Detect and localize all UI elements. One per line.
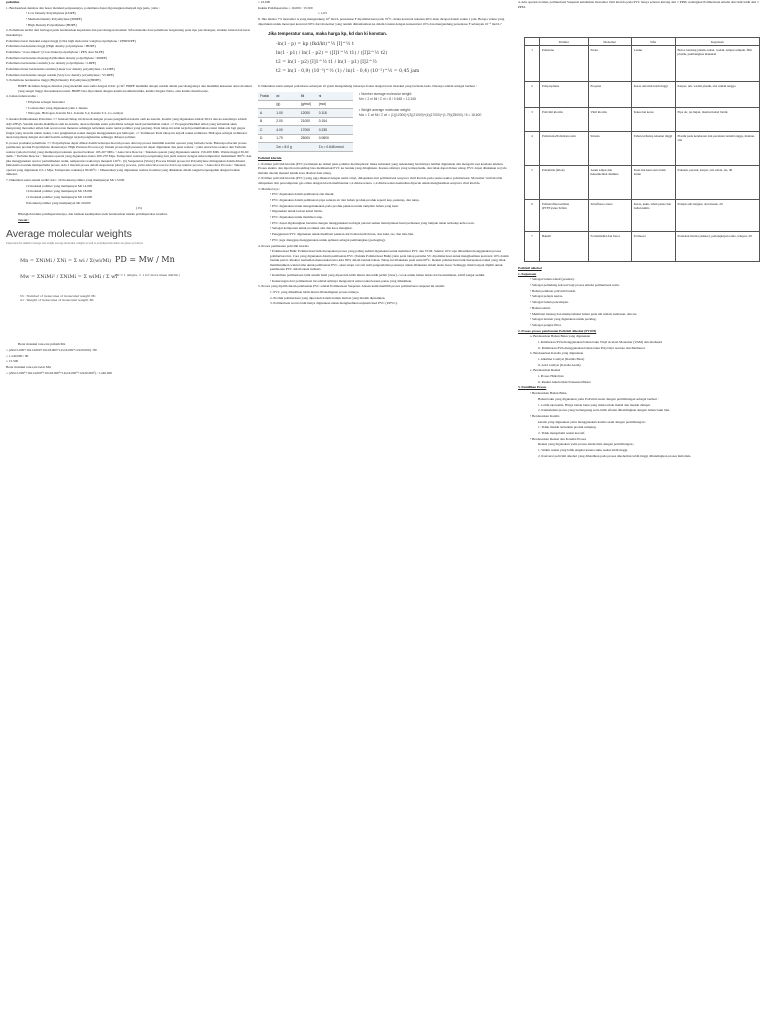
table-cell: 6 [525, 200, 540, 232]
table-cell: Plastik pada kendaraan dan peralatan rumah tangga, mainan, alat [675, 132, 759, 166]
table-cell: Tahan terhadap tekanan tinggi [631, 132, 675, 166]
paragraph: 2. Polietilena terdiri dari berbagai jenis berdasarkan kepadatan dan percabangan molekul. Sifat mekanis dari polietilena bergantung pada tipe percabangan, struktur kristal dan berat molekulnya. [6, 28, 251, 37]
list-heading: 3. Pemilihan Proses [518, 385, 547, 390]
intro-list [6, 6, 252, 116]
paragraph: 1. Polimer polivinil klorida (PVC) termasuk ke dalam jenis polimer thermoplastic maka substansi yang terkandung bersifatnya lembut digunakan dan mengalir saat keadaan lelehan. Proses elektro dan injection moulding bisa membentuk PVC ke bentuk yang diinginkan. Karena sifatnya yang termoplastik, dan tidak dapat didaur ulang. PVC dapat dilakukan recycle melalui daerah manual teknik kota disebut daur ulang. [258, 161, 507, 175]
paragraph: 6. proses produksi polietilena :>> Polyethylene dapat dibuat dalam beberapa macam proses dan tiap proses memiliki kondisi operasi yang berbeda beda. Beberapa macam proses pembuatan produk Polyethylene diantaranya: High Pressure Process (a): Dalam proses high pressure ini dapat digunakan dua jenis reaktor : yaitu Autoclave reaktor dan Turbular reaktor (selected tube) yang mempunyai tekanan operasi berkisar 103-207 MPa. • Autoclave Reactor : Tekanan operasi yang digunakan sekitar 150-200 MPa. Waktu tinggal 30-60 detik. • Turbular Reactor : Tekanan operasi yang digunakan antara 200-270 Mpa. Temperatur reaktornya tergantung dari jenis reaktor dengan suhu temperatur maksimum 300°C dan jika menggunakan reactor pertumbuhan resmi, temperatur reaktornya menjadi 120°C. (b) Suspension (Slurry) Process Dalam proses ini Polyethylene diringankan dalam diluent hidrokarbon untuk memperbaiki proses. Ada 3 macam proses dalam suspension (slurry) process, yaitu autoclave reactor dan loop reaktor process. • Autoclave Process : Tekanan operasi yang digunakan 0,5-1 Mpa. Temperatur reaksinya 80-90°C. : Dikenalkan yang digunakan reaktor Kontinu yang dilakukan dalam tangki berpengaduk dengan bentuk dimensi. [6, 140, 252, 177]
table-cell: 4.00 [274, 126, 299, 135]
table-row [258, 92, 353, 100]
list-item: 2. Kemudahan proses yang berlangsung serta lebih efisien dibandingkan dengan bahan baku lain. [538, 408, 671, 413]
list-item: 2. Tidak mengalami reaksi korosif. [538, 430, 586, 435]
list-item: • Comonomer yang digunakan yaitu 1-butene [26, 105, 88, 110]
table-cell: Pakaian, parasut, karpet, tali, tenda, tas, dll [675, 166, 759, 200]
list-item: • Kekurangan dari polimerisasi ini adalah sulitnya mengontrol suhu reaksi karena panas yang dihasilkan. [270, 278, 413, 283]
answer-label: Jawab : [18, 217, 30, 222]
list-item: • PVC digunakan untuk membuat atap. [270, 215, 323, 220]
table-cell: Mi [299, 92, 317, 100]
table-cell: (g/mol) [299, 100, 317, 109]
table-cell: 12000 [299, 109, 317, 118]
table-row [258, 117, 353, 126]
list-item: b. Berdasarkan Katalis yang digunakan [530, 351, 584, 356]
table-row [258, 100, 353, 109]
average-molecular-weight-figure [6, 228, 252, 338]
table-cell: Polietena [540, 46, 589, 82]
table-cell: 0.235 [317, 126, 353, 135]
section-heading: Polivinil alkohol [518, 266, 542, 270]
list-item: Polietilena "cross-linked" (Cross linked polyethylene / PEX atau XLPE) [6, 50, 105, 54]
table-cell: 1.79 [274, 134, 299, 143]
list-item: • Ethylene sebagai monomer [26, 100, 65, 104]
formula-pd-note: PD = 1 (single, > 1 for more mass distrib.) [115, 273, 181, 278]
column-right [518, 0, 762, 459]
table-cell [258, 143, 274, 152]
list-item: • Sebagai bahan adesif (perekat). [530, 277, 575, 282]
table-cell: Politetrafluoroetilena (PTFE)/atau Teflon [540, 200, 589, 232]
list-item: 1. Waktu reaksi yang lebih singkat karena suhu reaksi lebih tinggi. [538, 448, 629, 452]
calc-line: = (20x15.000+10x14.000+16x18.000+12x16.000+12x20.000) / 80 [6, 347, 97, 352]
table-cell: A [258, 109, 274, 118]
list-item: • Bahan pembuat polivinil butiral. [530, 288, 577, 293]
list-item: Polietilena berdensitas tinggi (High density polyethylene / HDPE) [6, 44, 96, 49]
equation-number: (15) [136, 206, 142, 211]
list-item: • Membuat benang dan memproduksi bahan pada tali temali, kemasan, dan tas. [530, 311, 638, 316]
table-cell: C [258, 126, 274, 135]
list-item: • Low Density Polyethylene (LDPE) [26, 11, 76, 16]
table-cell: 0.154 [317, 117, 353, 126]
table-cell: Σn = 0.648 mmol [317, 143, 353, 152]
table-cell: Formaldehid dan fenol [588, 232, 631, 262]
table-cell: Tetrafluoro etena [588, 200, 631, 232]
list-item: • Sebagai pengisi filter. [530, 322, 562, 327]
table-cell: Keras, kaku, tahan panas dan bahan kimia [631, 200, 675, 232]
formula-heading: Jika temperatur sama, maka harga kp, kd dan ki konstan. [268, 31, 388, 37]
table-cell: Keras dan titik leleh tinggi [631, 82, 675, 108]
table-cell: Pelapis anti lengket, alat masak, dll [675, 200, 759, 232]
formula-line: t2 = ln(1 - p2) [I]1^½ t1 / ln(1 - p1) [I]2^½ [276, 59, 377, 65]
list-item: • PVC digunakan untuk mengemukakan pada produk pakaian untuk tampilan bahan yang kuat. [270, 203, 399, 208]
table-row [525, 200, 760, 232]
average-notes [353, 92, 510, 152]
table-cell: 2.00 [274, 117, 299, 126]
list-item: i. Proses Hidrolisis [538, 374, 564, 379]
list-item: 1. PVC yang dihasilkan lebih murni dibandingkan proses lainnya. [270, 289, 360, 294]
section-heading: polietilen [6, 0, 20, 4]
legend-wi: wi : Weight of molecules of molecular weight Mi [20, 298, 94, 303]
table-cell: Etena [588, 46, 631, 82]
table-row [525, 82, 760, 108]
paragraph: 3. Manfaat nya : [258, 186, 281, 191]
column-middle [258, 0, 510, 307]
table-cell: 2 [525, 82, 540, 108]
table-row [258, 109, 353, 118]
column-header: Monomer [588, 38, 631, 46]
paragraph: 8. Jika laktata 7% monomer A yang mengandung 10³ mol/L persentase F dipolimerisasi pada 70°C, maka konversi tekanan 40% akan dicapai dalam waktu 1 jam. Berapa waktu yang diperlukan untuk mencapai konversi 90% dari monomer yang rendah dimanfaatkan ke dalam larutan dengan konsentrasi 10% dan mengandung persentase F sebanyak 10⁻² mol/L? [258, 17, 505, 26]
pva-list [518, 272, 762, 459]
table-cell: Polivinil klorida [540, 108, 589, 132]
list-item: a. Berdasarkan Bahan Baku yang digunakan [530, 334, 591, 339]
formula-mw: Mw = ΣNiMi² / ΣNiMi = Σ wiMi / Σ wi [20, 274, 118, 281]
table-cell: wi [274, 92, 299, 100]
table-cell: Vinil klorida [588, 108, 631, 132]
section-heading: Polivinil klorida [258, 156, 282, 161]
list-item: ii. Acid catalyst (Katalis Asam) [538, 362, 581, 367]
paragraph: 4. bahan-bahan utama : [6, 94, 38, 99]
table-cell: Karpet, tali, wadah plastik, alat rumah tangga [675, 82, 759, 108]
list-item: i. Alkaline Catalyst (Katalis Basa) [538, 357, 585, 361]
table-cell: Poliamida (nilon) [540, 166, 589, 200]
table-header-row [525, 38, 760, 46]
list-item: 16 molekul polimer yang mempunyai Mr 18.000 [26, 189, 93, 194]
calc-line: = 1,03 [318, 11, 327, 16]
calc-line: Berat molekul rata-rata berat Mw [6, 365, 52, 369]
paragraph: 1. Berdasarkan densitas dan besar molekul penyusunnya, polietilena dapat digolongkan menjadi tiga jenis, yaitu : [6, 5, 160, 10]
table-cell: Fraksi [258, 92, 274, 100]
list-item: • Berdasarkan Reaksi dan Kondisi Proses [530, 436, 587, 441]
table-cell: B [258, 117, 274, 126]
paragraph: 7. Diketahui suatu sistem terdiri dari : 20 molekul polimer yang mempunyai Mr 15.000 [6, 177, 125, 182]
list-item: 3. Polimerisasi secara bulk hanya digunakan untuk menghasilkan unplasticized PVC (UPVC). [270, 301, 398, 306]
formula-line: -ln(1 - p) = kp (fkd/kt)^½ [I]^½ t [276, 41, 354, 47]
list-item: • Berdasarkan Bahan Baku [530, 391, 567, 396]
paragraph: 4. Proses pembuatan polivinil klorida [258, 243, 309, 248]
list-item: katalis yang digunakan yaitu menggunakan katalis asam dengan pertimbangan : [538, 419, 647, 424]
calc-line: = 15.500 [6, 359, 19, 364]
table-cell: Pipa air, jas hujan, insulasi kabel listrik [675, 108, 759, 132]
paragraph: Hitunglah indeks polidispersitasnya, dan berikan kesimpulan anda berdasarkan indeks polidispersitas tersebut. [18, 212, 168, 217]
note-line: Mw = Σ wi Mi / Σ wi = (1)(12000)+(2)(21000)+(4)(17000)+(1.79)(25000) / 8 = 18,600 [359, 113, 482, 118]
table-cell: Asam adipat dan heksametilen diamina [588, 166, 631, 200]
pvc-body [258, 162, 510, 306]
list-item: • Digunakan untuk isolasi kabel listrik. [270, 209, 323, 214]
paragraph: 5. Proses yang dipilih dalam pembuatan PVC adalah Polimerisasi Suspensi. Alasan kami memilih proses polimerisasi suspensi ini adalah: [258, 284, 445, 289]
table-row [258, 143, 353, 152]
formula-line: ln(1 - p1) / ln(1 - p2) = ([I]1^½ t1) / ([I]2^½ t2) [276, 50, 388, 56]
table-row [525, 46, 760, 82]
formula-block [20, 255, 220, 328]
list-item: • Sebagai pelindung kolosal bagi proses emulsi polimerisasi resin. [530, 283, 620, 288]
kinetics-formula-figure [258, 30, 510, 78]
legend-ni: Ni : Number of molecules of molecular weight Mi [20, 294, 96, 299]
table-cell: (mol) [317, 100, 353, 109]
list-item: ii. Pembuatan PVA menggunakan bahan baku Polyvinyl Acetate dan Methanol. [538, 345, 646, 350]
list-item: • Sebagai bahan pencelupan. [530, 300, 569, 305]
list-item: c. Berdasarkan Reaksi [530, 368, 561, 373]
list-item: i. Pembuatan PVA menggunakan bahan baku Vinyl Acetate Monomer (VAM) dan methanol [538, 339, 663, 344]
table-cell: Kuat dan kuat serta tidak lentur [631, 166, 675, 200]
list-item: • Kelebihan polimerisasi bulk adalah hasil yang diperoleh lebih murni dan lebih jernih (clear), cocok untuk bahan bebas dari kontaminasi, aditif sangat sedikit. [270, 272, 486, 277]
table-cell: 21000 [299, 117, 317, 126]
list-item: Polietilena berat molekul sangat tinggi (Ultra high molecular weight polyethylene / UHMWPE) [6, 38, 136, 43]
note-line: • Weight average molecular weight: [359, 108, 411, 113]
table-cell: ni [317, 92, 353, 100]
paragraph: 3. Polietilena berdensitas tinggi (High Density Polyethylene) (HDPE) [6, 78, 101, 83]
molecular-weight-example-figure [258, 92, 510, 152]
table-cell: Peralatan listrik (stekker), perlengkapan radio, telepon, dll [675, 232, 759, 262]
table-cell: 1 [525, 46, 540, 82]
list-heading: 2. Proses-proses pembuatan Polivinil Alkohol (PVOH) [518, 328, 597, 333]
paragraph: 9. Diketahui suatu sampel polistirena sebanyak 10 gram mengandung beberapa fraksi dengan berat molekul yang berbeda-beda. Datanya adalah sebagai berikut : [258, 83, 477, 88]
calculation [6, 342, 252, 375]
table-cell: Polistirena/Polistiren resin [540, 132, 589, 166]
table-row [525, 166, 760, 200]
list-item: • Sebagai larutan yang digunakan untuk packing. [530, 317, 597, 322]
list-item: ii. Reaksi Alkoholisis/Transesterifikasi [538, 379, 591, 384]
paragraph: 2. Polimer polivinil klorida (PVC) yang juga dikenal dengan nama vinyl, didapatkan dari polimerisasi senyawa vinil klorida pada suatu reaktor polimerisasi. Monomer vinil klorida didapatkan dari pencampuran gas etilen dengan klorin membentuk 1,2-dikloroetana. 1,2-dikloroetana kemudian dipecah untuk menghasilkan senyawa vinil klorida. [258, 176, 503, 185]
formula-line: t2 = ln(1 - 0,9) (10⁻³)^½ (1) / ln(1 - 0,4) (10⁻²)^½ = 0,45 jam [276, 68, 420, 74]
calc-line: = 1.240.000 / 80 [6, 353, 29, 358]
list-heading: 1. Kegunaan [518, 271, 537, 276]
table-cell: Botol, kantong plastik, kabel, wadah, tempat sampah, film plastik, pembungkus makanan [675, 46, 759, 82]
table-row [258, 126, 353, 135]
list-item: 8 molekul polimer yang mempunyai Mr 20.000 [26, 200, 91, 205]
list-item: • PVC dapat digabungkan bersama dengan menggunakan berbagai pelarut semen menciptakan hasil permanen yang tampak tahan terhadap kebocoran. [270, 220, 475, 225]
list-item: • Berdasarkan Katalis [530, 413, 560, 418]
calc-line: Indeks Polidispersitas = 16.000 / 15.500 [258, 5, 313, 10]
table-row [258, 134, 353, 143]
formula-pd: PD = Mw / Mn [115, 255, 175, 265]
table-cell: (g) [274, 100, 299, 109]
paragraph: HDPE dicirikan dengan densitas yang melebihi atau sama dengan 0,941 g/cm³. HDPE memiliki derajat rendah dalam percabangannya dan memiliki kekuatan antar molekul yang sangat tinggi dan kekuatan tensil. HDPE bisa diproduksi dengan katalis kromium/silika, katalis Ziegler-Natta, atau katalis metallocene. [18, 84, 252, 93]
calc-line: Berat molekul rata-rata jumlah Mn [18, 342, 66, 347]
list-item: • Sebagai pelapis kertas. [530, 294, 564, 299]
table-cell: 4 [525, 132, 540, 166]
table-cell [258, 100, 274, 109]
column-header [525, 38, 540, 46]
table-cell: Kaku dan keras [631, 108, 675, 132]
list-item: 2. Konversi polivinil alkohol yang dihasilkan pada proses alkoholisis lebih tinggi dibandingkan proses hidrolisis. [538, 453, 692, 458]
list-item: • Nitrogen, Hidrogen, Katalis M-1, Katalis S-2, Katalis T-3, Co-catalyst [26, 111, 124, 116]
table-cell: Polipropilena [540, 82, 589, 108]
list-item: 2. Produk polimerisasi yang diperoleh dalam bentuk butiran yang mudah dipisahkan. [270, 295, 386, 300]
fraction-table [258, 92, 353, 152]
table-cell: Propena [588, 82, 631, 108]
polymer-table [524, 37, 760, 262]
note-line: Mn = Σ ni Mi / Σ ni = 8 / 0.648 = 12,345 [359, 97, 416, 102]
figure-title: Average molecular weights [6, 228, 132, 241]
table-cell: 5 [525, 166, 540, 200]
list-item: 12 molekul polimer yang mempunyai Mr 16.000 [26, 195, 93, 199]
list-item: Polietilena berdensitas sangat rendah (Very low density polyethylene / VLDPE) [6, 72, 115, 77]
list-item: Bahan baku yang digunakan yaitu Polivinil asetat dengan pertimbangan sebagai berikut : [538, 396, 659, 401]
table-cell: 3 [525, 108, 540, 132]
paragraph: 4. Ada operasi normal, polimerisasi Suspensi kebutuhan monomer vinil klorida pada PVC hanya sebesar kurang dari 1 PPM, sedangkan Polimerisasi emulsi dan bulk lebih dari 1 PPM. [518, 0, 759, 9]
list-item: 10 molekul polimer yang mempunyai Mr 14.000 [26, 183, 93, 188]
table-row [525, 132, 760, 166]
note-line: • Number average molecular weight: [359, 92, 413, 97]
list-item: • PVC digunakan dalam pembuatan pipa saluran air dan bahan produk-produk seperti kap, penutup, dan tutup. [270, 198, 420, 202]
table-cell: Stirena [588, 132, 631, 166]
formula-mn: Mn = ΣNiMi / ΣNi = Σ wi / Σ(wi/Mi) [20, 258, 112, 265]
table-cell: 0.118 [317, 109, 353, 118]
list-item: Polietilena linier berdensitas rendah (Linear low density polyethylene / LLDPE) [6, 67, 115, 72]
list-item: • Penggunaan PVC digunakan untuk membuat pakaian dari bahan kulit tiruan, alas kaki, tas, dan lain-lain. [270, 232, 415, 237]
figure-subtitle: Expression for number average and weight average molecular weights as well as polydispersity index are given as follows [6, 242, 143, 246]
column-header: Sifat [631, 38, 675, 46]
column-left [6, 0, 252, 376]
list-item: • Bahan tekstil. [530, 305, 551, 310]
column-header: Kegunaan [675, 38, 759, 46]
list-item: • Sebagai komponen untuk produksi alas dan kaos mengikat. [270, 226, 353, 231]
calc-line: = (20x15.000²+10x14.000²+16x18.000²+14x16.000²+12x20.000²) / 1.240.000 [6, 370, 113, 375]
calc-line: = 16.000 [258, 0, 271, 4]
table-cell: 7 [525, 232, 540, 262]
table-cell: 17000 [299, 126, 317, 135]
table-cell: Termoset [631, 232, 675, 262]
table-row [525, 232, 760, 262]
body-text [6, 117, 252, 222]
table-cell: Lentur [631, 46, 675, 82]
column-header: Polimer [540, 38, 589, 46]
table-cell: D [258, 134, 274, 143]
table-cell: Bakelit [540, 232, 589, 262]
list-item: • Medium Density Polyethylene (MDPE) [26, 17, 82, 22]
list-item: • PVC digunakan dalam pembuatan alat musik. [270, 192, 335, 197]
table-cell: 0.0800 [317, 134, 353, 143]
list-item: 1. Tidak mudah terbentuk produk samping. [538, 425, 597, 430]
table-cell [299, 143, 317, 152]
list-item: • Polimerisasi Bulk: Polimerisasi bulk merupakan proses yang paling sedikit digunakan untuk membuat PVC dan VCM. Sekitar 10% saja dihasilkan menggunakan proses polimerisasi ini. Cara yang digunakan dalam pembuatan PVC (Teknik Polimerisasi Bulk) yaitu pada tahap pertama VC dipolimerisasi untuk menghasilkan konversi 10% dalam bentuk partai. Reaktor kemudian meneruskan kira-kira 80% dalam bentuk bahan. Tahap ini dilakukan pada suhu 60°C. Reaksi polimerisasi bulk merupakan reaksi yang tidak membutuhkan waktu lama untuk pembuatan PVC, akan tetapi cara ini sulit pengendalian panasnya untuk dilakukan dalam skala besar. Sehingga tidak banyak dipilih untuk pembuatan PVC dalam skala industri. [270, 249, 509, 272]
table-cell: 25000 [299, 134, 317, 143]
table-cell: Σw = 8.0 g [274, 143, 299, 152]
paragraph: 5. Reaksi Pembentukan Polietilen :>> Inisiasi/Tahap ini diawali dengan proses pengaktifan katalis oleh ko-katalis. Katalis yang digunakan adalah TiCl4 dan ko-katalisnya adalah Al(C2H5)3. Setelah katalis diaktifkan oleh ko-katalis, akan terbentuk suatu polietilena sebagai hasil pertumbuhan rantai. => Propagasi/Radikal etilen yang terbentuk akan menyerang monomer etilen lain secara terus menerus sehingga terbentuk suatu rantai polimer yang panjang. Pada tahap ini telah terjadi pertumbuhan rantai tidak ada lagi gugus fungsi yang tersedia untuk reaksi. Cara penghentian reaksi dengan menggunakan gas hidrogen. => Terminasi: Pada tahap ini terjadi reaksi terminasi. Hidrogen sebagai terminator akan bergabung dengan sisi aktif katalis sehingga terjadi penghentian sehingga didapat polimer. [6, 117, 248, 140]
list-item: Polietilena berdensitas rendah (Low density polyethylene / LDPE) [6, 61, 97, 66]
list-item: 1. Lebih ekonomis. Harga bahan baku yang tidak terlalu mahal dan mudah didapat. [538, 402, 651, 407]
table-row [525, 108, 760, 132]
table-cell: 1.00 [274, 109, 299, 118]
list-item: • PVC juga dianggap menggunakan untuk aplikasi sebagai pembungkus (packaging). [270, 237, 386, 242]
list-item: • High Density Polyethylene (HDPE) [26, 22, 77, 27]
list-item: Polietilena berdensitas menengah (Medium density polyethylene / MDPE) [6, 55, 108, 60]
list-item: Reaksi yang digunakan yaitu proses alkoholisis dengan pertimbangan : [538, 442, 635, 447]
